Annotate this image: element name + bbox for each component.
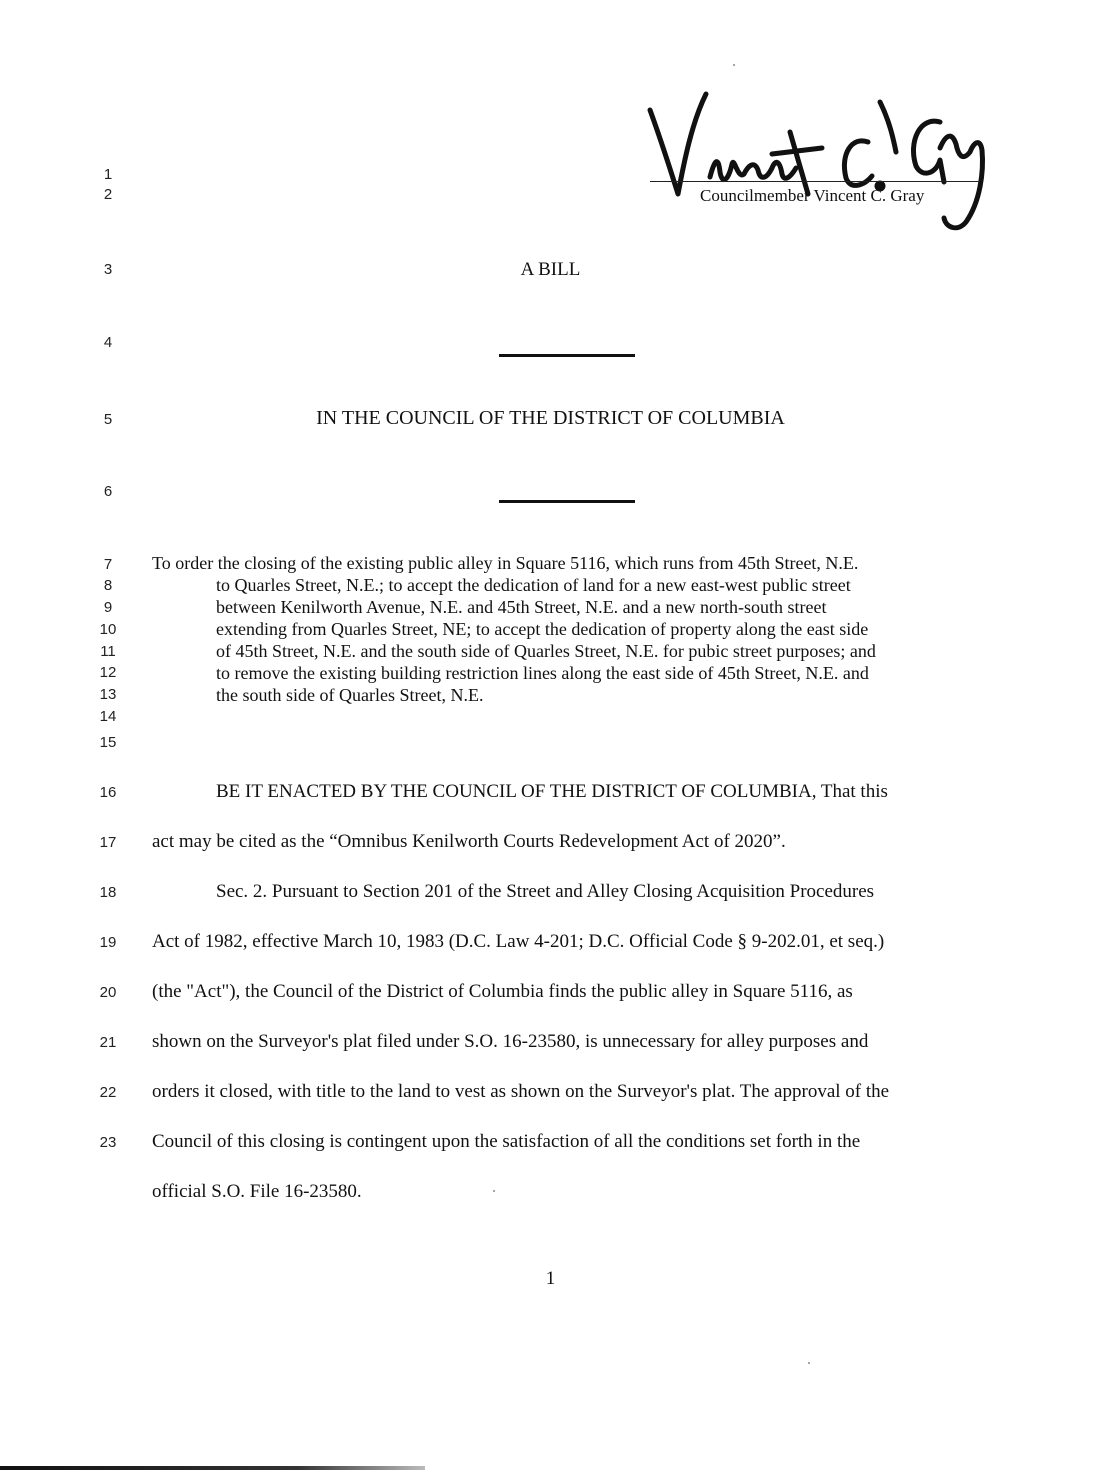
page-number: 1 bbox=[545, 1268, 556, 1289]
line-number: 1 bbox=[103, 166, 113, 183]
line-number: 13 bbox=[99, 686, 117, 703]
preamble-line: of 45th Street, N.E. and the south side of Quarles Street, N.E. for pubic street purposes; and bbox=[216, 641, 876, 661]
line-number: 12 bbox=[99, 664, 117, 681]
title-rule bbox=[499, 354, 635, 357]
line-number: 8 bbox=[103, 577, 113, 594]
line-number: 21 bbox=[99, 1034, 117, 1051]
bill-title: A BILL bbox=[520, 259, 581, 280]
council-heading: IN THE COUNCIL OF THE DISTRICT OF COLUMBIA bbox=[316, 407, 785, 429]
line-number: 20 bbox=[99, 984, 117, 1001]
preamble-line: extending from Quarles Street, NE; to accept the dedication of property along the east side bbox=[216, 619, 869, 639]
line-number: 2 bbox=[103, 186, 113, 203]
line-number: 15 bbox=[99, 734, 117, 751]
body-line: Act of 1982, effective March 10, 1983 (D.C. Law 4-201; D.C. Official Code § 9-202.01, et seq.) bbox=[152, 931, 885, 952]
line-number: 18 bbox=[99, 884, 117, 901]
line-number: 4 bbox=[103, 334, 113, 351]
preamble-line: to Quarles Street, N.E.; to accept the dedication of land for a new east-west public street bbox=[216, 575, 851, 595]
enacting-clause: BE IT ENACTED BY THE COUNCIL OF THE DISTRICT OF COLUMBIA, That this bbox=[216, 781, 888, 802]
line-number: 6 bbox=[103, 483, 113, 500]
preamble-line: the south side of Quarles Street, N.E. bbox=[216, 685, 484, 705]
body-line: act may be cited as the “Omnibus Kenilworth Courts Redevelopment Act of 2020”. bbox=[152, 831, 786, 852]
line-number: 9 bbox=[103, 599, 113, 616]
body-line: Council of this closing is contingent upon the satisfaction of all the conditions set forth in the bbox=[152, 1131, 861, 1152]
handwritten-signature bbox=[640, 82, 990, 242]
preamble-line: to remove the existing building restriction lines along the east side of 45th Street, N.E. and bbox=[216, 663, 869, 683]
body-line: shown on the Surveyor's plat filed under S.O. 16-23580, is unnecessary for alley purposes and bbox=[152, 1031, 869, 1052]
line-number: 3 bbox=[103, 261, 113, 278]
line-number: 7 bbox=[103, 556, 113, 573]
line-number: 16 bbox=[99, 784, 117, 801]
line-number: 11 bbox=[100, 643, 116, 660]
scan-speck bbox=[808, 1362, 810, 1364]
preamble-line: To order the closing of the existing public alley in Square 5116, which runs from 45th Street, N.E. bbox=[152, 553, 859, 573]
preamble-line: between Kenilworth Avenue, N.E. and 45th Street, N.E. and a new north-south street bbox=[216, 597, 827, 617]
signature-line bbox=[650, 181, 980, 182]
line-number: 5 bbox=[103, 411, 113, 428]
line-number: 19 bbox=[99, 934, 117, 951]
line-number: 23 bbox=[99, 1134, 117, 1151]
body-line: orders it closed, with title to the land to vest as shown on the Surveyor's plat. The approval of the bbox=[152, 1081, 890, 1102]
section-heading-line: Sec. 2. Pursuant to Section 201 of the Street and Alley Closing Acquisition Procedures bbox=[216, 881, 875, 902]
line-number: 22 bbox=[99, 1084, 117, 1101]
scan-speck bbox=[493, 1190, 495, 1192]
line-number: 14 bbox=[99, 708, 117, 725]
line-number: 10 bbox=[99, 621, 117, 638]
council-rule bbox=[499, 500, 635, 503]
signature-graphic bbox=[640, 82, 990, 242]
scan-edge bbox=[0, 1466, 425, 1470]
scan-speck bbox=[733, 64, 735, 66]
body-line: (the "Act"), the Council of the District of Columbia finds the public alley in Square 5116, as bbox=[152, 981, 853, 1002]
line-number: 17 bbox=[99, 834, 117, 851]
body-line: official S.O. File 16-23580. bbox=[152, 1181, 362, 1202]
signature-caption: Councilmember Vincent C. Gray bbox=[700, 186, 925, 205]
